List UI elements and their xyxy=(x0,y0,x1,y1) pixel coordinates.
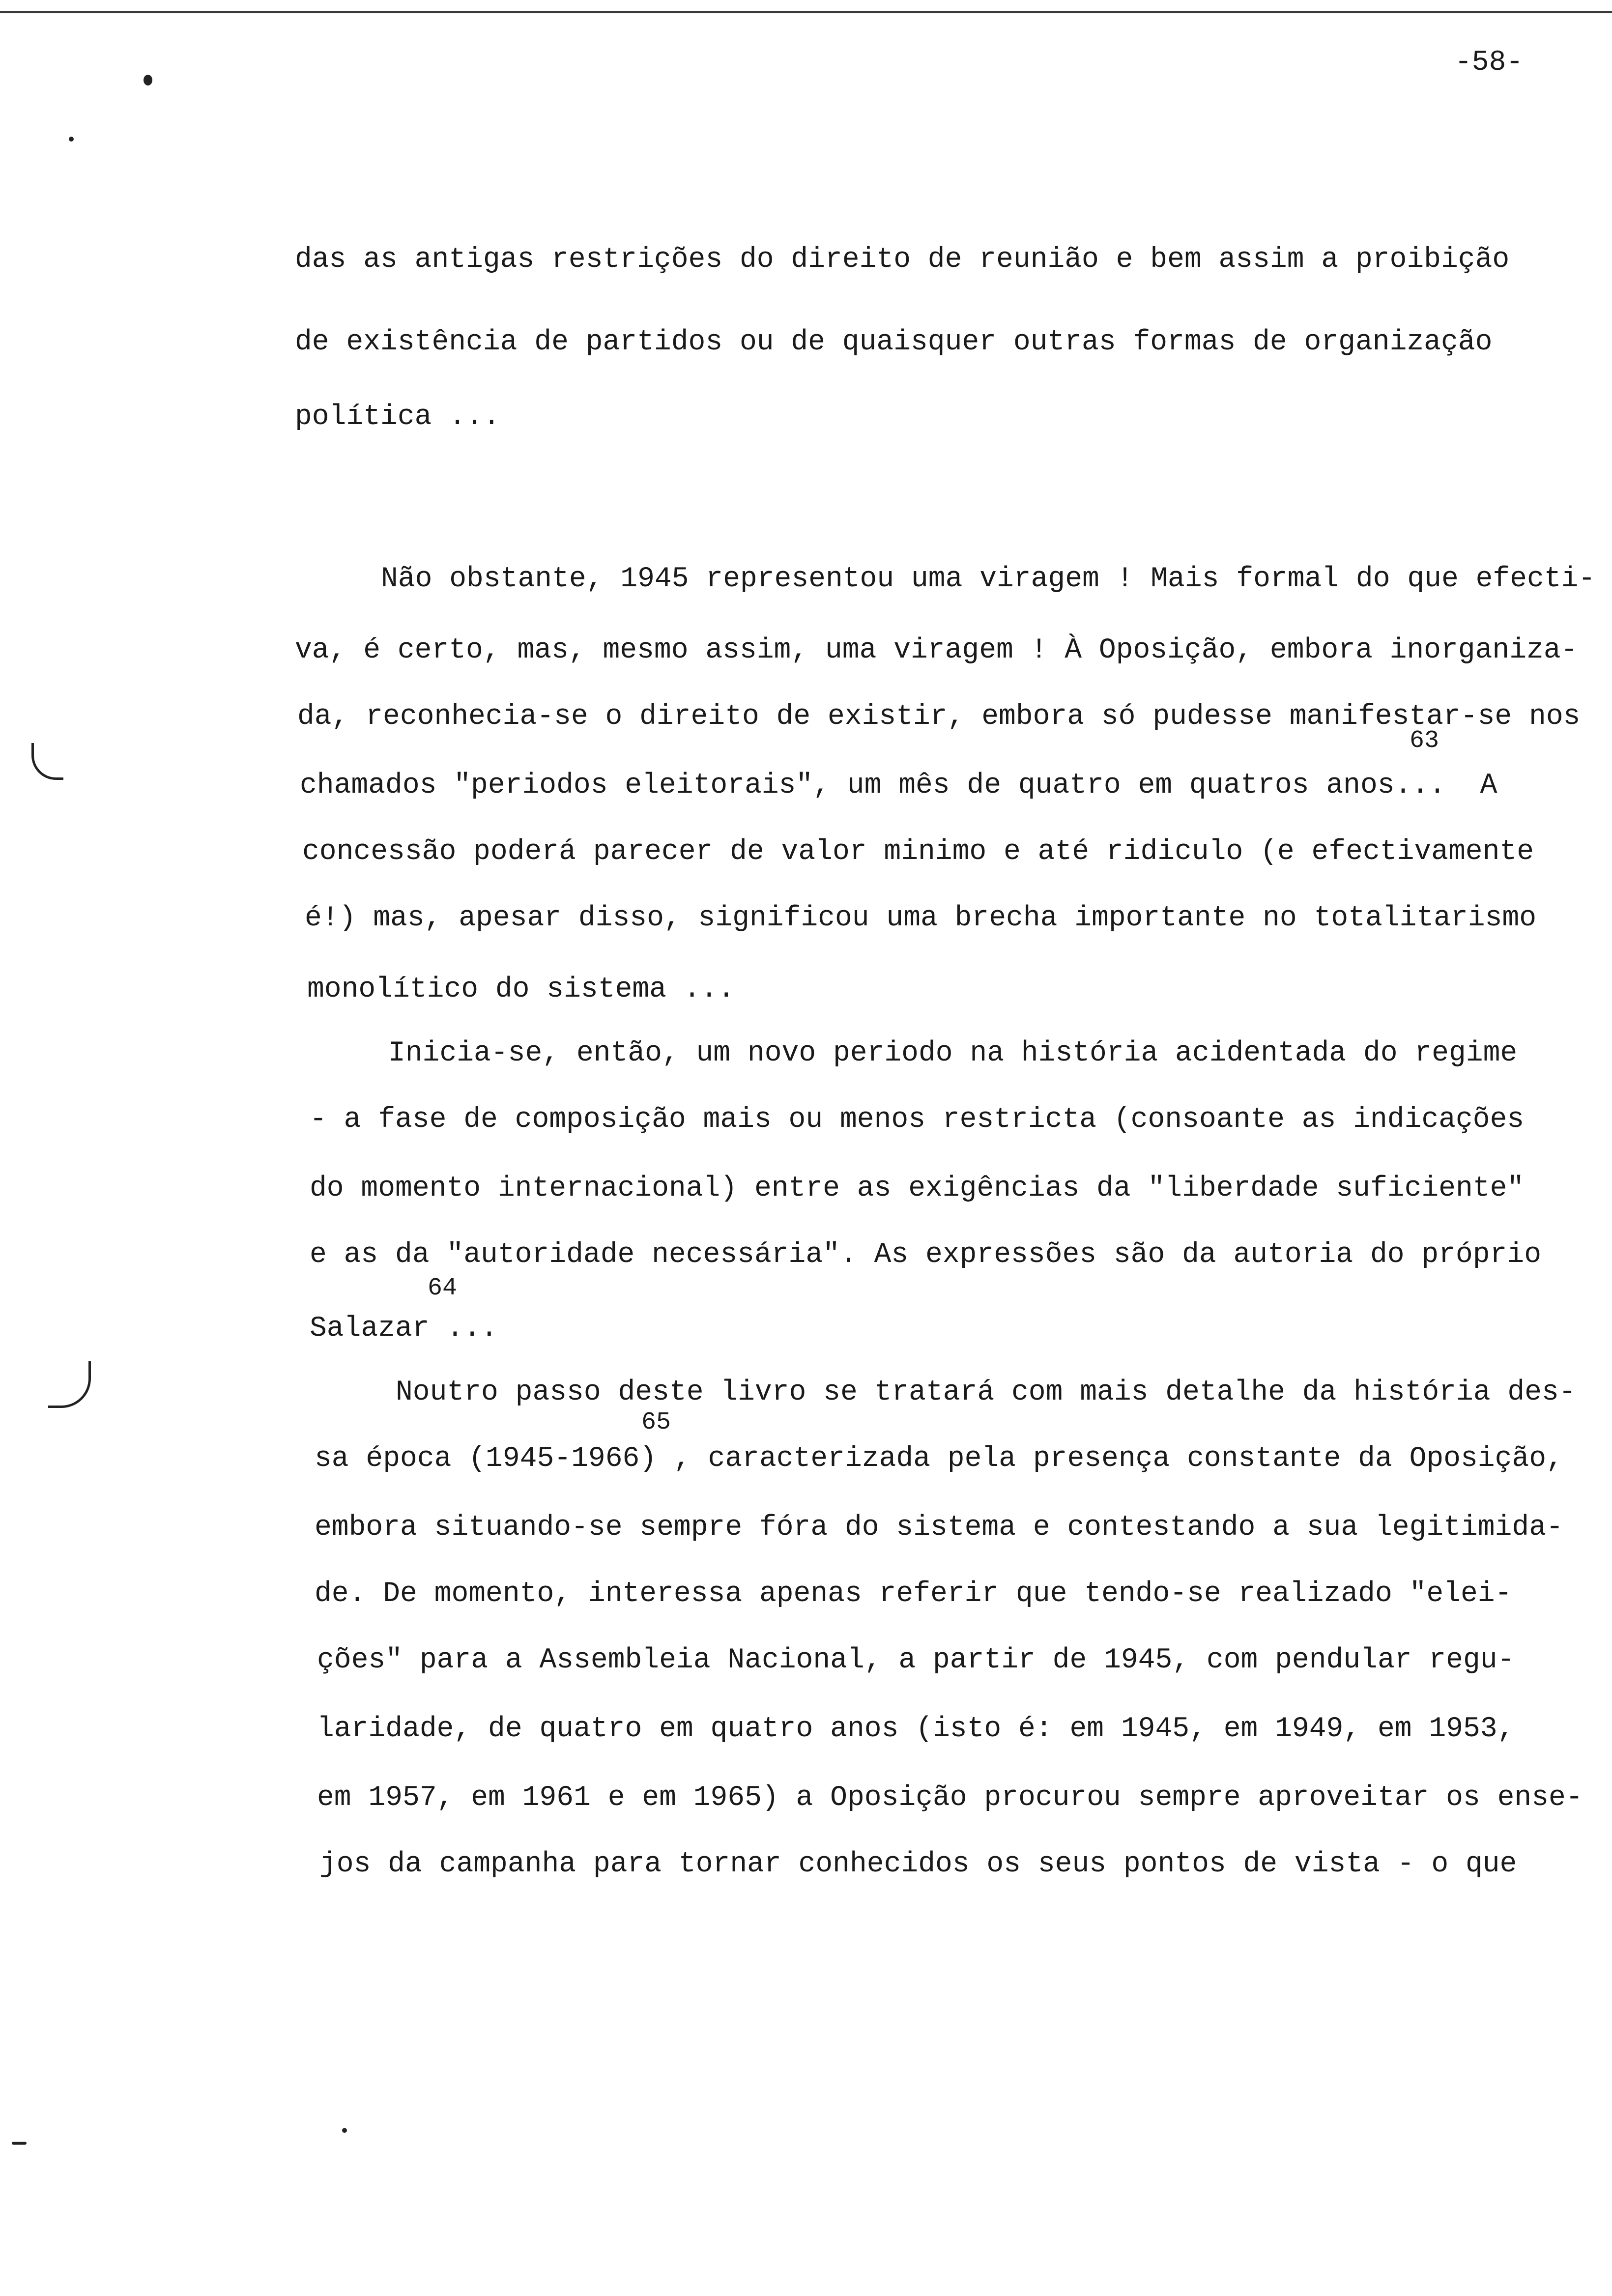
text-line: política ... xyxy=(295,401,500,433)
margin-dot xyxy=(12,2142,27,2145)
margin-dot xyxy=(69,137,74,142)
text-line: Salazar ... xyxy=(310,1313,498,1345)
text-line: va, é certo, mas, mesmo assim, uma viragem ! À Oposição, embora inorganiza- xyxy=(295,634,1578,666)
text-line: laridade, de quatro em quatro anos (isto é: em 1945, em 1949, em 1953, xyxy=(317,1713,1515,1745)
text-line: Noutro passo deste livro se tratará com mais detalhe da história des- xyxy=(396,1377,1576,1408)
text-line: em 1957, em 1961 e em 1965) a Oposição procurou sempre aproveitar os ense- xyxy=(317,1782,1583,1814)
text-line: ções" para a Assembleia Nacional, a partir de 1945, com pendular regu- xyxy=(317,1644,1515,1676)
text-line: concessão poderá parecer de valor minimo e até ridiculo (e efectivamente xyxy=(302,836,1534,868)
margin-hook-mark xyxy=(48,1361,91,1408)
text-line: - a fase de composição mais ou menos restricta (consoante as indicações xyxy=(310,1104,1525,1136)
footnote-ref: 65 xyxy=(641,1408,671,1436)
text-line: e as da "autoridade necessária". As expressões são da autoria do próprio xyxy=(310,1239,1542,1271)
margin-dot xyxy=(342,2128,347,2133)
top-rule xyxy=(0,11,1612,13)
footnote-ref: 64 xyxy=(428,1274,458,1302)
text-line: jos da campanha para tornar conhecidos os seus pontos de vista - o que xyxy=(319,1848,1517,1880)
text-line: monolítico do sistema ... xyxy=(307,974,735,1005)
text-line: Não obstante, 1945 representou uma viragem ! Mais formal do que efecti- xyxy=(381,563,1596,595)
text-line: de. De momento, interessa apenas referir que tendo-se realizado "elei- xyxy=(315,1578,1512,1610)
text-line: das as antigas restrições do direito de reunião e bem assim a proibição xyxy=(295,244,1510,276)
text-line: de existência de partidos ou de quaisquer outras formas de organização xyxy=(295,326,1493,358)
text-line: sa época (1945-1966) , caracterizada pela presença constante da Oposição, xyxy=(315,1443,1563,1475)
margin-hook-mark xyxy=(31,743,63,780)
margin-dot xyxy=(144,75,152,86)
text-line: do momento internacional) entre as exigências da "liberdade suficiente" xyxy=(310,1173,1525,1205)
text-line: é!) mas, apesar disso, significou uma brecha importante no totalitarismo xyxy=(305,902,1537,934)
text-line: da, reconhecia-se o direito de existir, embora só pudesse manifestar-se nos xyxy=(297,701,1581,733)
text-line: embora situando-se sempre fóra do sistema e contestando a sua legitimida- xyxy=(315,1512,1563,1544)
page-number: -58- xyxy=(1455,47,1524,79)
text-line: chamados "periodos eleitorais", um mês de quatro em quatros anos... A xyxy=(300,770,1497,802)
footnote-ref: 63 xyxy=(1410,727,1439,755)
text-line: Inicia-se, então, um novo periodo na história acidentada do regime xyxy=(388,1037,1518,1069)
